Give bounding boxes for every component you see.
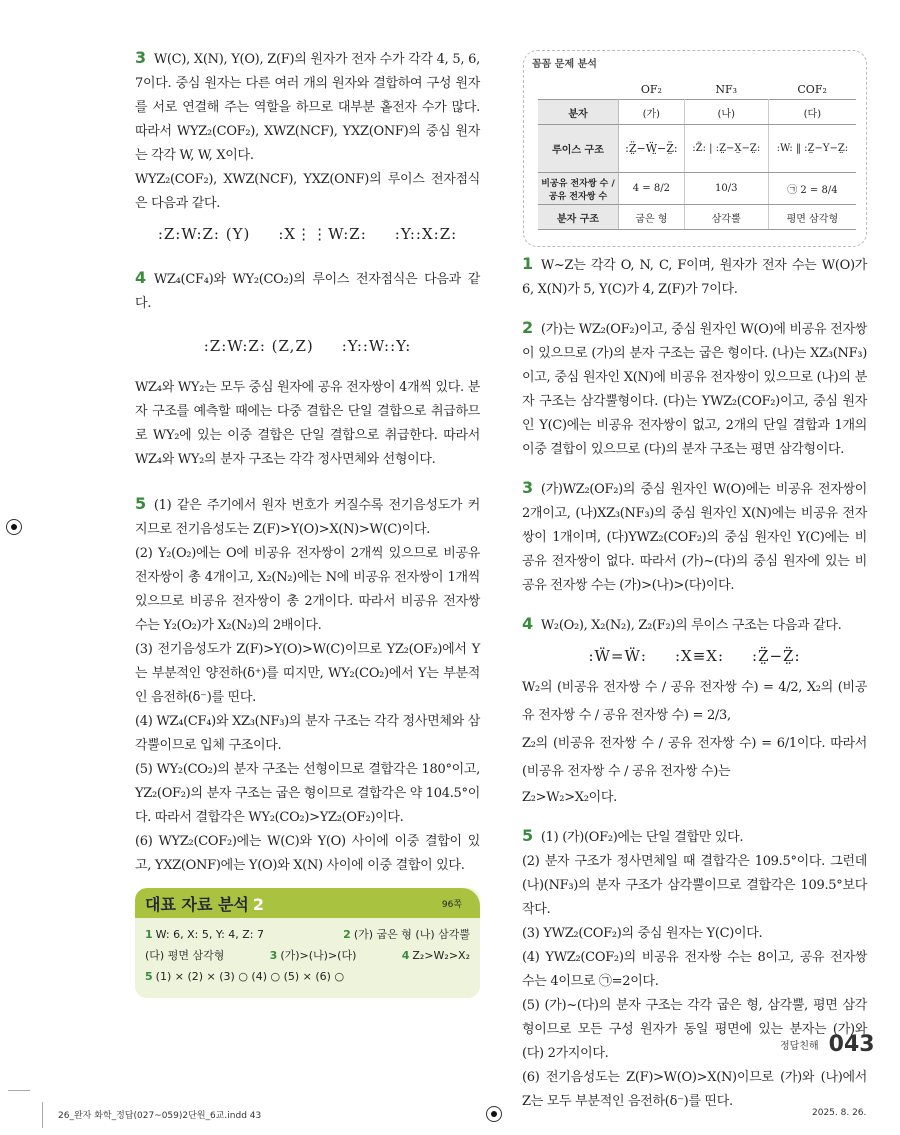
answer-3: 3 W(C), X(N), Y(O), Z(F)의 원자가 전자 수가 각각 4, 5, 6, 7이다. 중심 원자는 다른 여러 개의 원자와 결합하여 구성 원자를 서로 연결해 주는 역할을 하므로 대부분 홑전자 수가 많다. 따라서 WYZ₂(COF₂), XWZ(NCF), YXZ(ONF)의 중심 원자는 각각 W, W, X이다. WYZ₂(COF₂), XWZ(NCF), YXZ(ONF)의 루이스 전자점식은 다음과 같다. :Z:W:Z: (Y) :X⋮⋮W:Z: :Y::X:Z:: [135, 46, 480, 246]
crop-mark: [42, 1102, 43, 1128]
answer-1: 1 W~Z는 각각 O, N, C, F이며, 원자가 전자 수는 W(O)가 6, X(N)가 5, Y(C)가 4, Z(F)가 7이다.: [522, 254, 867, 297]
print-date: 2025. 8. 26.: [812, 1108, 867, 1118]
lewis-structures-4: :Z:W:Z: (Z,Z) :Y::W::Y:: [203, 337, 412, 355]
page-number: 043: [828, 1032, 875, 1057]
summary-row: (다) 평면 삼각형 3 (가)>(나)>(다) 4 Z₂>W₂>X₂: [145, 949, 470, 962]
page-footer: 정답친해 043: [780, 1032, 875, 1057]
summary-row: 1 W: 6, X: 5, Y: 4, Z: 7 2 (가) 굽은 형 (나) 삼각뿔: [145, 928, 470, 941]
answer-5-right: 5 (1) (가)(OF₂)에는 단일 결합만 있다. (2) 분자 구조가 정사면체일 때 결합각은 109.5°이다. 그런데 (나)(NF₃)의 분자 구조가 삼각뿔이므로 결합각은 109.5°보다 작다. (3) YWZ₂(COF₂)의 중심 원자는 Y(C)이다. (4) YWZ₂(COF₂)의 비공유 전자쌍 수는 8이고, 공유 전자쌍 수는 4이므로 ㉠=2이다. (5) (가)~(다)의 분자 구조는 각각 굽은 형, 삼각뿔, 평면 삼각형이므로 모든 구성 원자가 동일 평면에 있는 분자는 (가)와 (다) 2가지이다. (6) 전기음성도는 Z(F)>W(O)>X(N)이므로 (가)와 (나)에서 Z는 모두 부분적인 음전하(δ⁻)를 띤다.: [522, 826, 867, 1109]
problem-analysis-box: [523, 50, 867, 247]
left-column: [135, 46, 480, 878]
lewis-structures-diatomic: :Ẅ=Ẅ: :X≡X: :Z̤̈−Z̤̈:: [588, 647, 801, 665]
answer-4-right: 4 W₂(O₂), X₂(N₂), Z₂(F₂)의 루이스 구조는 다음과 같다. :Ẅ=Ẅ: :X≡X: :Z̤̈−Z̤̈: W₂의 (비공유 전자쌍 수 / 공유 전자쌍 수) = 4/2, X₂의 (비공유 전자쌍 수 / 공유 전자쌍 수) = 2/3, Z₂의 (비공유 전자쌍 수 / 공유 전자쌍 수) = 6/1이다. 따라서 (비공유 전자쌍 수 / 공유 전자쌍 수)는 Z₂>W₂>X₂이다.: [522, 614, 867, 805]
analysis-table: OF₂ NF₃ COF₂ 분자 (가) (나) (다) 루이스 구조 :Z̤̈−Ẅ̤−Z̤̈: :Z̈: | :Z̤−X̤−Z̤: :W: ‖ :Z̤−Y−Z̤: 비공유 전자쌍 수 / 공유 전자쌍 수 4 = 8/2 10/3 ㉠ 2 = 8/4 분자 구조 굽은 형 삼각뿔 평면 삼각형: [538, 79, 856, 230]
crop-mark: [8, 1090, 30, 1091]
file-name: 26_완자 화학_정답(027~059)2단원_6교.indd 43: [58, 1111, 262, 1121]
summary-row: 5 (1) × (2) × (3) ○ (4) ○ (5) × (6) ○: [145, 970, 345, 983]
table-row: 비공유 전자쌍 수 / 공유 전자쌍 수 4 = 8/2 10/3 ㉠ 2 = 8/4: [538, 173, 856, 205]
registration-mark-icon: [486, 1106, 502, 1122]
box-tag: 꼼꼼 문제 분석: [532, 59, 597, 70]
table-row: 분자 (가) (나) (다): [538, 100, 856, 125]
answer-5: 5 (1) 같은 주기에서 원자 번호가 커질수록 전기음성도가 커지므로 전기음성도는 Z(F)>Y(O)>X(N)>W(C)이다. (2) Y₂(O₂)에는 O에 비공유 전자쌍이 2개씩 있으므로 비공유 전자쌍이 총 4개이고, X₂(N₂)에는 N에 비공유 전자쌍이 1개씩 있으므로 비공유 전자쌍이 총 2개이다. 따라서 비공유 전자쌍 수는 Y₂(O₂)가 X₂(N₂)의 2배이다. (3) 전기음성도가 Z(F)>Y(O)>W(C)이므로 YZ₂(OF₂)에서 Y는 부분적인 양전하(δ⁺)를 띠지만, WY₂(CO₂)에서 Y는 부분적인 음전하(δ⁻)를 띤다. (4) WZ₄(CF₄)와 XZ₃(NF₃)의 분자 구조는 각각 정사면체와 삼각뿔이므로 입체 구조이다. (5) WY₂(CO₂)의 분자 구조는 선형이므로 결합각은 180°이고, YZ₂(OF₂)의 분자 구조는 굽은 형이므로 결합각은 약 104.5°이다. 따라서 결합각은 WY₂(CO₂)>YZ₂(OF₂)이다. (6) WYZ₂(COF₂)에는 W(C)와 Y(O) 사이에 이중 결합이 있고, YXZ(ONF)에는 Y(O)와 X(N) 사이에 이중 결합이 있다.: [135, 494, 480, 873]
table-row: 분자 구조 굽은 형 삼각뿔 평면 삼각형: [538, 205, 856, 230]
lewis-structures-3: :Z:W:Z: (Y) :X⋮⋮W:Z: :Y::X:Z:: [157, 225, 458, 243]
summary-header: 대표 자료 분석 2 96쪽: [135, 888, 480, 918]
table-row: 루이스 구조 :Z̤̈−Ẅ̤−Z̤̈: :Z̈: | :Z̤−X̤−Z̤: :W: ‖ :Z̤−Y−Z̤:: [538, 125, 856, 173]
answer-2: 2 (가)는 WZ₂(OF₂)이고, 중심 원자인 W(O)에 비공유 전자쌍이 있으므로 (가)의 분자 구조는 굽은 형이다. (나)는 XZ₃(NF₃)이고, 중심 원자인 X(N)에 비공유 전자쌍이 있으므로 (나)의 분자 구조는 삼각뿔형이다. (다)는 YWZ₂(COF₂)이고, 중심 원자인 Y(C)에는 비공유 전자쌍이 없고, 2개의 단일 결합과 1개의 이중 결합이 있으므로 (다)의 분자 구조는 평면 삼각형이다.: [522, 318, 867, 457]
registration-mark-icon: [6, 519, 22, 535]
answer-3-right: 3 (가)WZ₂(OF₂)의 중심 원자인 W(O)에는 비공유 전자쌍이 2개이고, (나)XZ₃(NF₃)의 중심 원자인 X(N)에는 비공유 전자쌍이 1개이며, (다)YWZ₂(COF₂)의 중심 원자인 Y(C)에는 비공유 전자쌍이 없다. 따라서 (가)~(다)의 중심 원자에 있는 비공유 전자쌍 수는 (가)>(나)>(다)이다.: [522, 478, 867, 593]
summary-box: [135, 888, 480, 998]
right-column: [522, 252, 867, 1114]
answer-4: 4 WZ₄(CF₄)와 WY₂(CO₂)의 루이스 전자점식은 다음과 같다. :Z:W:Z: (Z,Z) :Y::W::Y: WZ₄와 WY₂는 모두 중심 원자에 공유 전자쌍이 4개씩 있다. 분자 구조를 예측할 때에는 다중 결합은 단일 결합으로 취급하므로 WY₂에 있는 이중 결합은 단일 결합으로 취급한다. 따라서 WZ₄와 WY₂의 분자 구조는 각각 정사면체와 선형이다.: [135, 268, 480, 467]
